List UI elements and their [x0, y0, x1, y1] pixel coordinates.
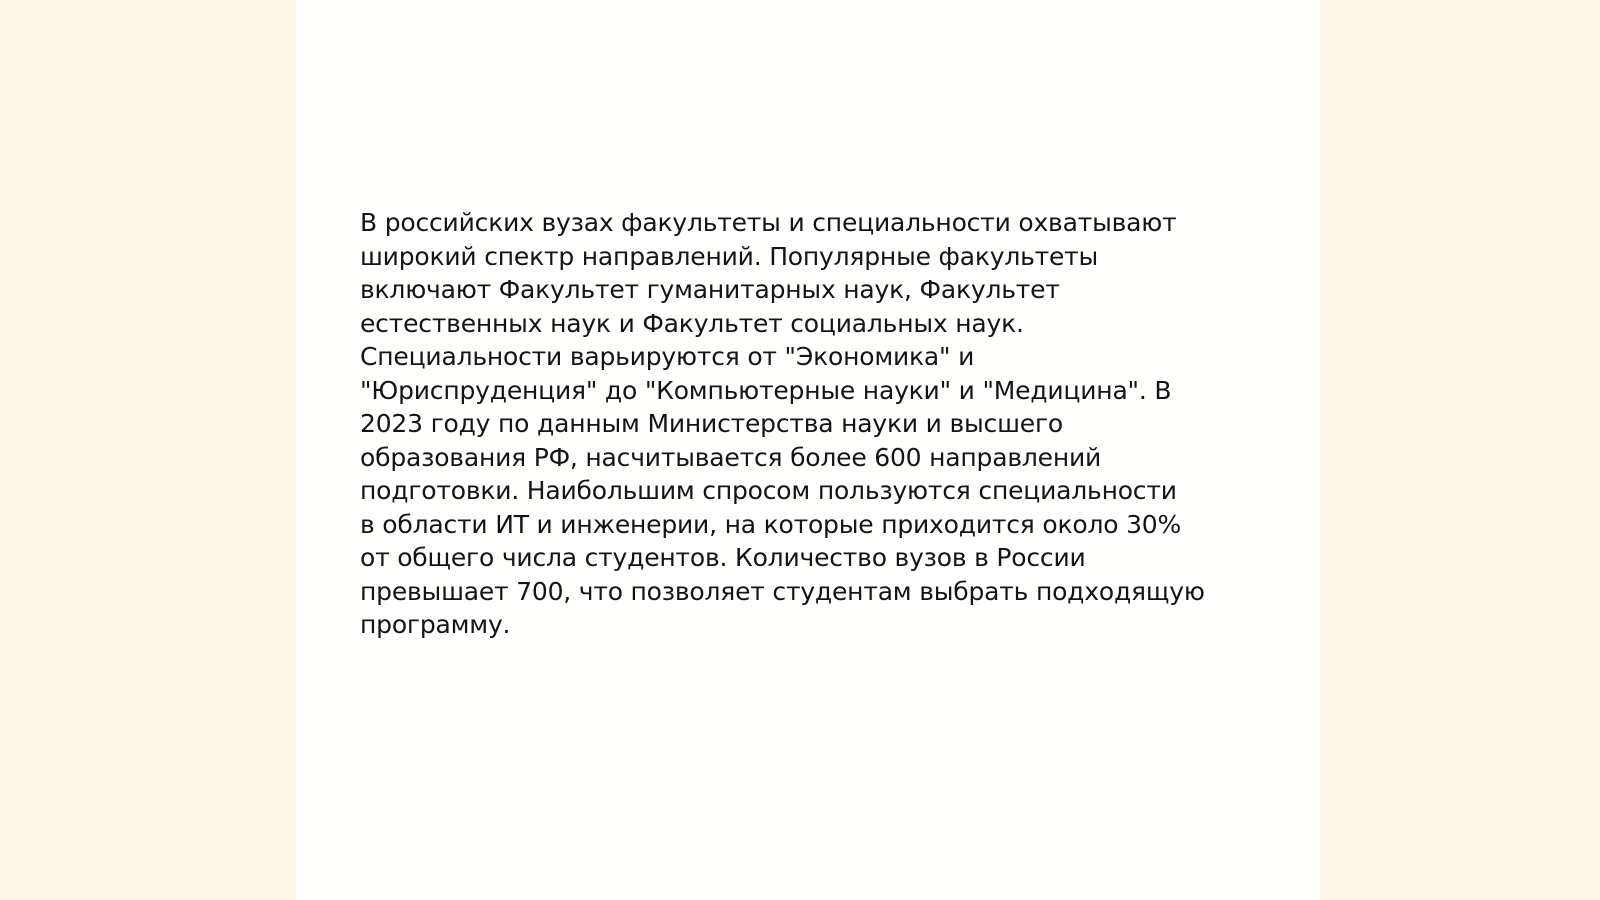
document-page [296, 0, 1320, 900]
paragraph-line-6: "Юриспруденция" до "Компьютерные науки" и "Медицина". В [360, 375, 1172, 405]
paragraph-line-7: 2023 году по данным Министерства науки и высшего [360, 409, 1063, 438]
paragraph-line-8: образования РФ, насчитывается более 600 направлений [360, 442, 1102, 472]
paragraph-line-2: широкий спектр направлений. Популярные факультеты [360, 241, 1099, 271]
left-margin-background [0, 0, 296, 900]
paragraph-line-1: В российских вузах факультеты и специальности охватывают [360, 208, 1177, 237]
paragraph-line-4: естественных наук и Факультет социальных наук. [360, 308, 1024, 338]
paragraph-line-13: программу. [360, 610, 511, 639]
paragraph-line-3: включают Факультет гуманитарных наук, Факультет [360, 275, 1060, 304]
paragraph-line-12: превышает 700, что позволяет студентам выбрать подходящую [360, 576, 1205, 606]
paragraph-line-10: в области ИТ и инженерии, на которые приходится около 30% [360, 509, 1182, 539]
paragraph-line-11: от общего числа студентов. Количество вузов в России [360, 543, 1086, 572]
paragraph-line-9: подготовки. Наибольшим спросом пользуются специальности [360, 476, 1177, 505]
paragraph-line-5: Специальности варьируются от "Экономика" и [360, 342, 975, 371]
right-margin-background [1320, 0, 1600, 900]
document-paragraph [360, 206, 1260, 642]
